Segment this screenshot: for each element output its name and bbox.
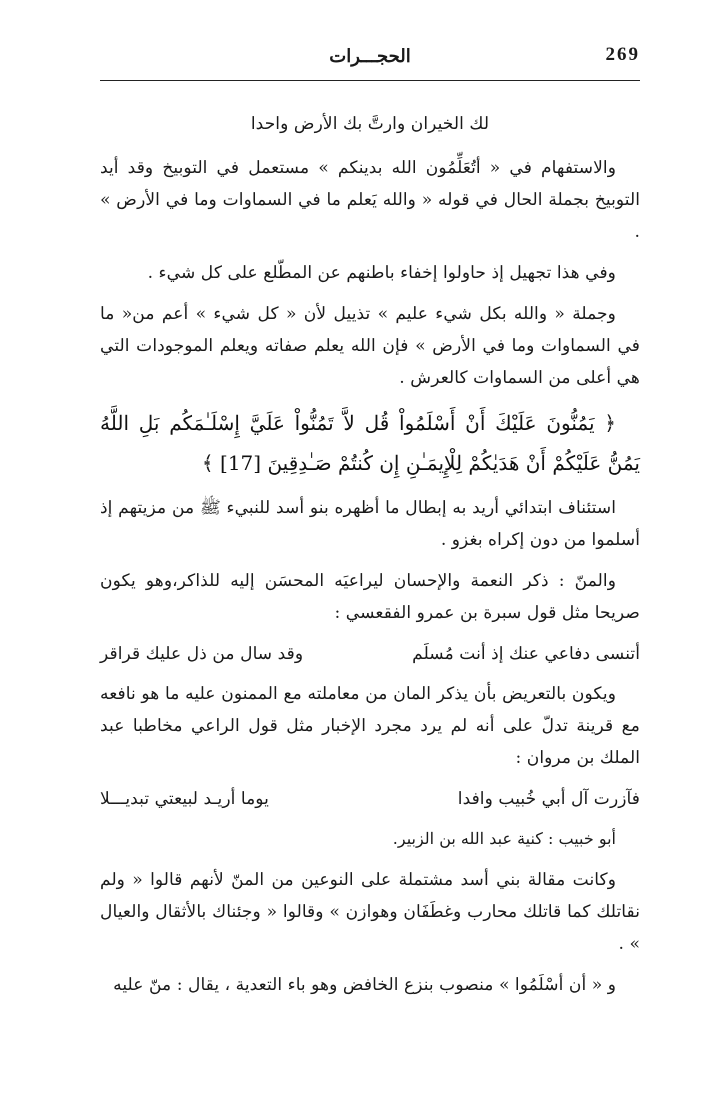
- paragraph-4: استئناف ابتدائي أريد به إبطال ما أظهره بنو أسد للنبيء ﷺ من مزيتهم إذ أسلموا من دون إكراه بغزو .: [100, 498, 640, 550]
- page-number: 269: [605, 44, 640, 65]
- verse-open-bracket: ﴿: [604, 411, 616, 435]
- paragraph-3: وجملة « والله بكل شيء عليم » تذييل لأن « كل شيء » أعم من« ما في السماوات وما في الأرض » فإن الله يعلم صفاته ويعلم الموجودات التي هي أعلى من السماوات كالعرش .: [100, 304, 640, 388]
- poem-1-second-hemistich: وقد سال من ذل عليك قراقر: [100, 644, 304, 664]
- poem-2-second-hemistich: يوما أريـد لبيعتي تبديـــلا: [100, 789, 269, 809]
- poem-1-first-hemistich: أتنسى دفاعي عنك إذ أنت مُسلَم: [412, 644, 640, 664]
- poem-2-first-hemistich: فآزرت آل أبي خُبيب وافدا: [457, 789, 640, 809]
- verse-number: [17]: [220, 451, 262, 475]
- paragraph-6: ويكون بالتعريض بأن يذكر المان من معاملته مع الممنون عليه ما هو نافعه مع قرينة تدلّ على أنه لم يرد مجرد الإخبار مثل قول الراعي مخاطبا عبد الملك بن مروان :: [100, 684, 640, 768]
- footnote-note: أبو خبيب : كنية عبد الله بن الزبير.: [392, 829, 616, 848]
- paragraph-1: والاستفهام في « أتُعَلِّمُون الله بدينكم » مستعمل في التوبيخ وقد أيد التوبيخ بجملة الحال في قوله « والله يَعلم ما في السماوات وما في الأرض » .: [100, 158, 640, 242]
- paragraph-2: وفي هذا تجهيل إذ حاولوا إخفاء باطنهم عن المطّلع على كل شيء .: [147, 263, 616, 283]
- paragraph-5: والمنّ : ذكر النعمة والإحسان ليراعيَه المحسَن إليه للذاكر،وهو يكون صريحا مثل قول سبرة بن عمرو الفقعسي :: [100, 571, 640, 623]
- verse-text: يَمُنُّونَ عَلَيْكَ أَنْ أَسْلَمُواْ قُل لاَّ تَمُنُّواْ عَلَيَّ إِسْلَـٰمَكُم بَلِ اللَّهُ يَمُنُّ عَلَيْكُمْ أَنْ هَدَيٰكُمْ لِلْإِيمَـٰنِ إِن كُنتُمْ صَـٰدِقِينَ: [100, 411, 640, 475]
- poem-line-1: [100, 638, 640, 670]
- paragraph-7: وكانت مقالة بني أسد مشتملة على النوعين من المنّ لأنهم قالوا « ولم نقاتلك كما قاتلك محارب وغطَفَان وهوازن » وقالوا « وجئناك بالأثقال والعيال » .: [100, 870, 640, 954]
- poem-line-2: [100, 783, 640, 815]
- quran-verse: [100, 403, 640, 483]
- page-header: [100, 44, 640, 78]
- running-title: الحجـــرات: [329, 46, 411, 67]
- page-body: [100, 108, 640, 1010]
- verse-close-bracket: ﴾: [201, 451, 214, 475]
- verse-line-top: لك الخيران وارتَّ بك الأرض واحدا: [250, 114, 490, 134]
- header-rule: [100, 80, 640, 81]
- paragraph-8: و « أن أسْلَمُوا » منصوب بنزع الخافض وهو باء التعدية ، يقال : منّ عليه: [113, 975, 616, 995]
